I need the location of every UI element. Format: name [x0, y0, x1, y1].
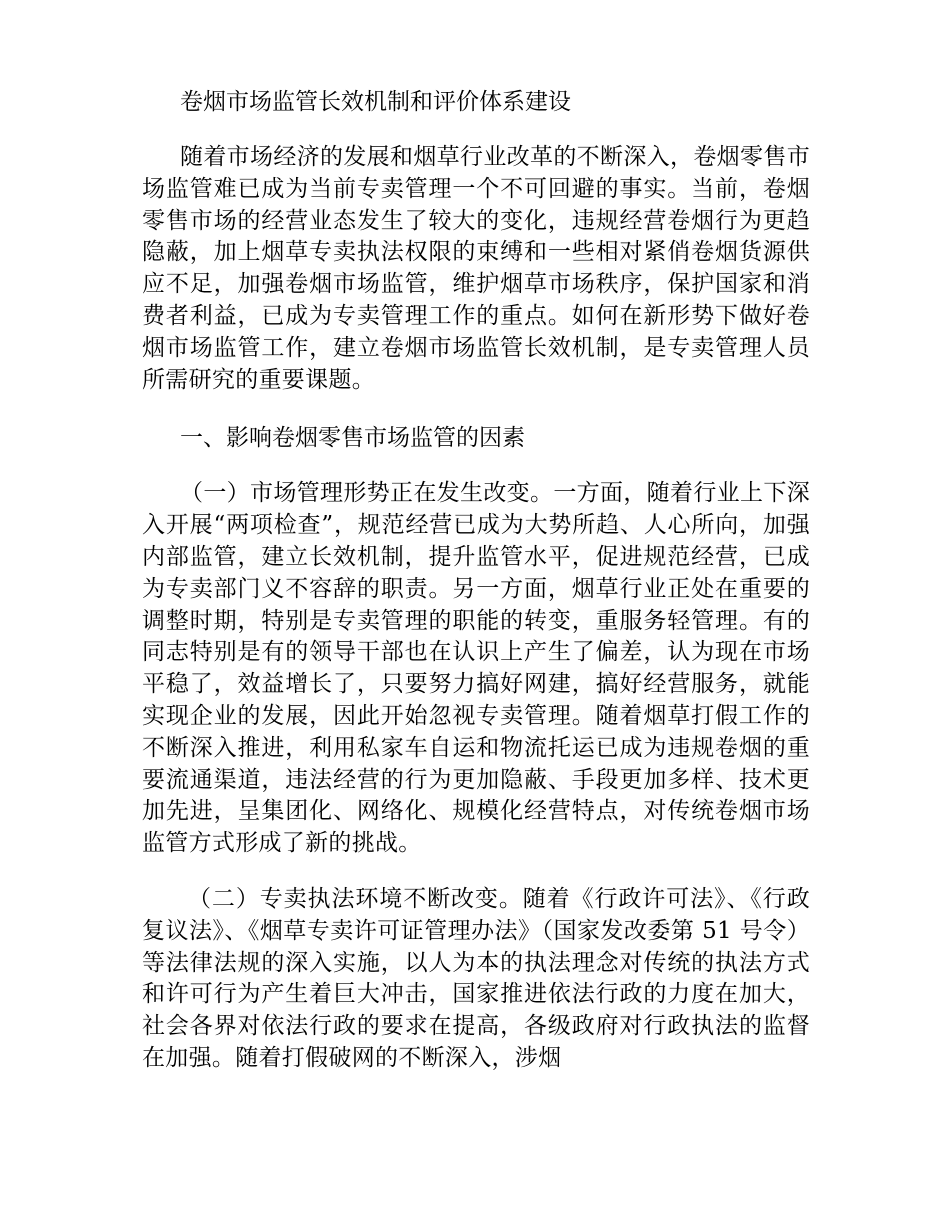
- document-title: 卷烟市场监管长效机制和评价体系建设: [180, 89, 571, 115]
- section-paragraph-1: （一）市场管理形势正在发生改变。一方面，随着行业上下深入开展“两项检查”，规范经营已成为大势所趋、人心所向，加强内部监管，建立长效机制，提升监管水平，促进规范经营，已成为专卖部门义不容辞的职责。另一方面，烟草行业正处在重要的调整时期，特别是专卖管理的职能的转变，重服务轻管理。有的同志特别是有的领导干部也在认识上产生了偏差，认为现在市场平稳了，效益增长了，只要努力搞好网建，搞好经营服务，就能实现企业的发展，因此开始忽视专卖管理。随着烟草打假工作的不断深入推进，利用私家车自运和物流托运已成为违规卷烟的重要流通渠道，违法经营的行为更加隐蔽、手段更加多样、技术更加先进，呈集团化、网络化、规模化经营特点，对传统卷烟市场监管方式形成了新的挑战。: [142, 480, 810, 857]
- document-page: [142, 84, 810, 1099]
- section-paragraph-2: （二）专卖执法环境不断改变。随着《行政许可法》、《行政复议法》、《烟草专卖许可证管理办法》（国家发改委第 51 号令）等法律法规的深入实施，以人为本的执法理念对传统的执法方式和许可行为产生着巨大冲击，国家推进依法行政的力度在加大，社会各界对依法行政的要求在提高，各级政府对行政执法的监督在加强。随着打假破网的不断深入，涉烟: [142, 885, 810, 1071]
- section-heading: 一、影响卷烟零售市场监管的因素: [180, 425, 525, 452]
- intro-paragraph: 随着市场经济的发展和烟草行业改革的不断深入，卷烟零售市场监管难已成为当前专卖管理一个不可回避的事实。当前，卷烟零售市场的经营业态发生了较大的变化，违规经营卷烟行为更趋隐蔽，加上烟草专卖执法权限的束缚和一些相对紧俏卷烟货源供应不足，加强卷烟市场监管，维护烟草市场秩序，保护国家和消费者利益，已成为专卖管理工作的重点。如何在新形势下做好卷烟市场监管工作，建立卷烟市场监管长效机制，是专卖管理人员所需研究的重要课题。: [142, 144, 810, 393]
